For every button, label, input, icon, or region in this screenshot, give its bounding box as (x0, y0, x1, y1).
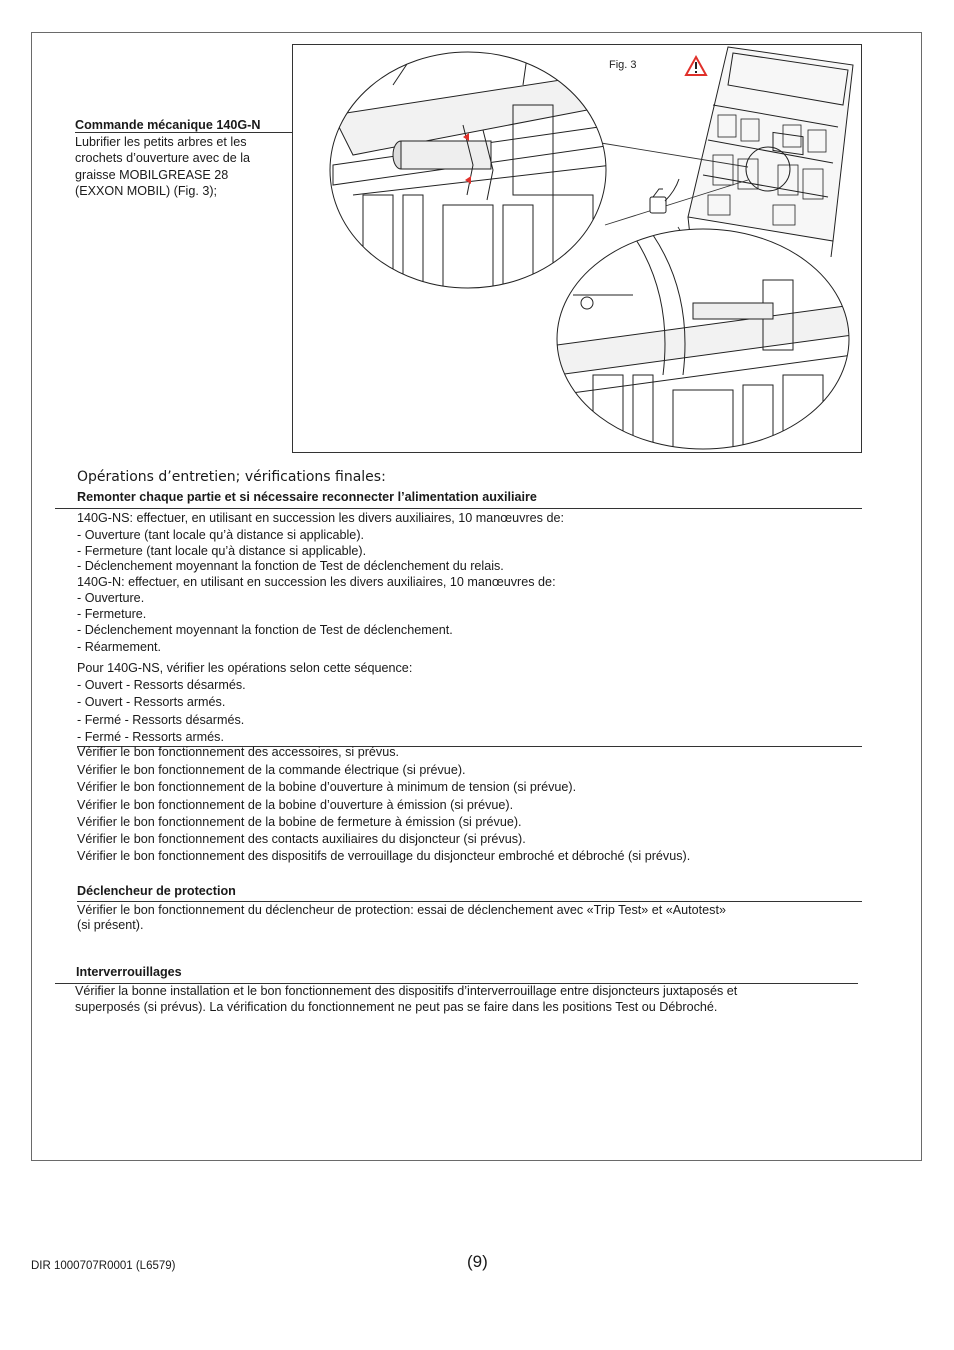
check-item: Vérifier le bon fonctionnement de la bobine de fermeture à émission (si prévue). (77, 815, 522, 829)
sequence-item: - Fermé - Ressorts désarmés. (77, 713, 245, 727)
list-item: - Déclenchement moyennant la fonction de Test de déclenchement. (77, 623, 453, 637)
trip-line: (si présent). (77, 918, 144, 932)
trip-line: Vérifier le bon fonctionnement du déclencheur de protection: essai de déclenchement avec «Trip Test» et «Autotest» (77, 903, 726, 917)
interlock-line: superposés (si prévus). La vérification du fonctionnement ne peut pas se faire dans les positions Test ou Débroché. (75, 1000, 718, 1014)
check-item: Vérifier le bon fonctionnement de la bobine d’ouverture à minimum de tension (si prévue). (77, 780, 577, 794)
side-note-line: graisse MOBILGREASE 28 (75, 167, 229, 182)
side-note-rule (75, 132, 292, 133)
check-item: Vérifier le bon fonctionnement des dispositifs de verrouillage du disjoncteur embroché et débroché (si prévus). (77, 849, 691, 863)
side-note-line: Lubrifier les petits arbres et les (75, 134, 247, 149)
detail-view-1 (323, 45, 623, 305)
list-140g-n (77, 590, 453, 655)
intro-140g-n: 140G-N: effectuer, en utilisant en succession les divers auxiliaires, 10 manœuvres de: (77, 575, 556, 589)
section-title: Opérations d’entretien; vérifications finales: (77, 469, 386, 485)
intro-140g-ns: 140G-NS: effectuer, en utilisant en succession les divers auxiliaires, 10 manœuvres de: (77, 511, 564, 525)
side-note (75, 117, 290, 200)
sequence-item: - Ouvert - Ressorts désarmés. (77, 678, 246, 692)
side-note-heading: Commande mécanique 140G-N (75, 118, 261, 132)
check-item: Vérifier le bon fonctionnement de la commande électrique (si prévue). (77, 763, 466, 777)
list-item: - Déclenchement moyennant la fonction de Test de déclenchement du relais. (77, 559, 504, 573)
list-item: - Réarmement. (77, 639, 161, 654)
section-subtitle: Remonter chaque partie et si nécessaire reconnecter l’alimentation auxiliaire (77, 490, 537, 504)
check-item: Vérifier le bon fonctionnement de la bobine d’ouverture à émission (si prévue). (77, 798, 514, 812)
check-item: Vérifier le bon fonctionnement des contacts auxiliaires du disjoncteur (si prévus). (77, 832, 526, 846)
side-note-line: crochets d’ouverture avec de la (75, 151, 251, 165)
breaker-overview (688, 47, 853, 257)
list-item: - Fermeture (tant locale qu’à distance si applicable). (77, 543, 367, 558)
interlock-heading: Interverrouillages (76, 965, 182, 979)
warning-triangle-icon (686, 57, 706, 75)
grease-can-icon (650, 179, 679, 213)
list-item: - Ouverture (tant locale qu’à distance si applicable). (77, 528, 365, 542)
interlock-line: Vérifier la bonne installation et le bon fonctionnement des dispositifs d’interverrouillage entre disjoncteurs juxtaposés et (75, 984, 738, 998)
detail-view-2 (553, 225, 853, 453)
list-140g-ns (77, 527, 504, 575)
page-number: (9) (467, 1252, 488, 1271)
sequence-item: - Fermé - Ressorts armés. (77, 730, 224, 744)
figure-label: Fig. 3 (609, 59, 637, 71)
side-note-line: (EXXON MOBIL) (Fig. 3); (75, 184, 218, 198)
section-rule (55, 508, 862, 509)
circuit-breaker-illustration (293, 45, 862, 453)
check-item: Vérifier le bon fonctionnement des accessoires, si prévus. (77, 745, 400, 759)
doc-reference: DIR 1000707R0001 (L6579) (31, 1260, 176, 1272)
sequence-item: - Ouvert - Ressorts armés. (77, 695, 226, 709)
sequence-intro: Pour 140G-NS, vérifier les opérations selon cette séquence: (77, 661, 413, 675)
list-item: - Fermeture. (77, 606, 147, 621)
figure-3 (292, 44, 862, 453)
trip-heading: Déclencheur de protection (77, 884, 236, 898)
list-item: - Ouverture. (77, 591, 145, 605)
